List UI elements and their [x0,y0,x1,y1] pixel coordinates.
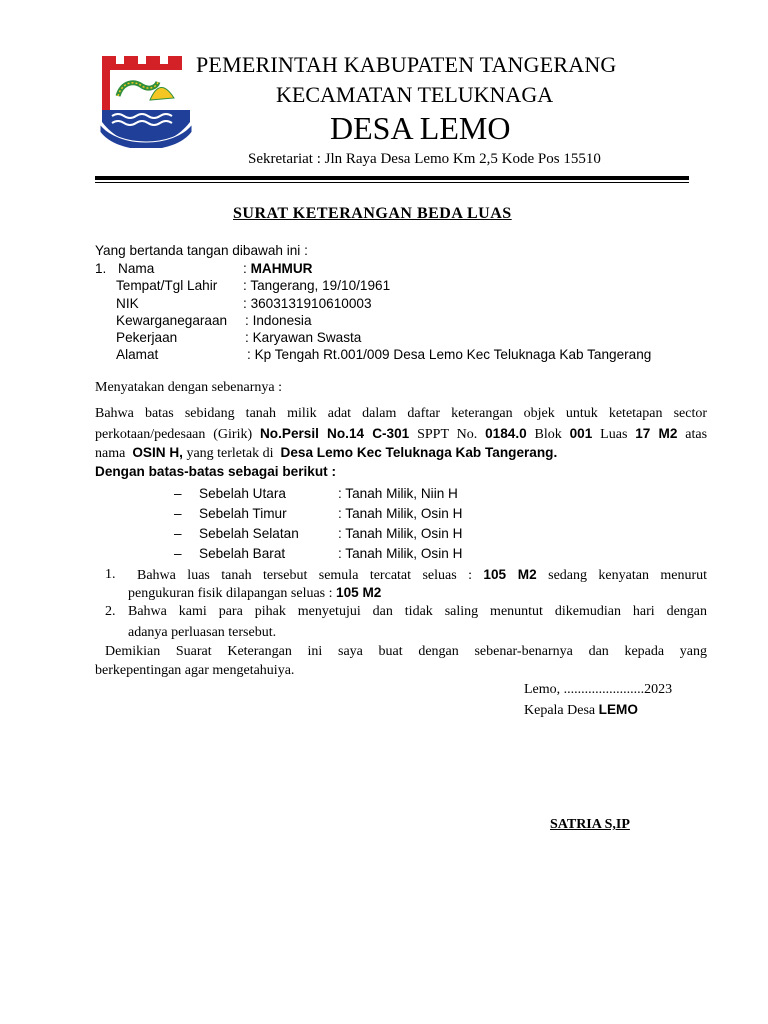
identity-label-nik: NIK [116,296,139,311]
point2-line2: adanya perluasan tersebut. [128,625,277,640]
border-side-west: Sebelah Barat [199,546,286,561]
borders-intro: Dengan batas-batas sebagai berikut : [95,464,336,479]
identity-number: 1. [95,261,107,276]
identity-value-address: : Kp Tengah Rt.001/009 Desa Lemo Kec Teluknaga Kab Tangerang [247,347,652,362]
point1-line2: pengukuran fisik dilapangan seluas : 105 M2 [128,585,382,601]
border-side-east: Sebelah Timur [199,506,287,521]
declaration-text: Menyatakan dengan sebenarnya : [95,380,282,395]
border-dash: – [174,546,182,561]
signature-role: Kepala Desa LEMO [524,702,638,718]
signature-place-date: Lemo, .......................2023 [524,682,673,697]
border-value-west: : Tanah Milik, Osin H [338,546,463,561]
border-value-north: : Tanah Milik, Niin H [338,486,458,501]
letterhead-district: KECAMATAN TELUKNAGA [276,82,554,107]
intro-text: Yang bertanda tangan dibawah ini : [95,243,308,258]
identity-value-birth: : Tangerang, 19/10/1961 [243,278,391,293]
identity-label-birth: Tempat/Tgl Lahir [116,278,218,293]
letterhead-divider-thick [95,176,689,180]
identity-value-name: : MAHMUR [243,261,313,276]
para1-line3: nama OSIN H, yang terletak di Desa Lemo Kec Teluknaga Kab Tangerang. [95,445,558,461]
point1-number: 1. [105,567,116,582]
identity-label-citizenship: Kewarganegaraan [116,313,228,328]
border-dash: – [174,506,182,521]
closing-line1: Demikian Suarat Keterangan ini saya buat dengan sebenar-benarnya dan kepada yang [105,644,707,659]
identity-label-job: Pekerjaan [116,330,178,345]
para1-line1: Bahwa batas sebidang tanah milik adat dalam daftar keterangan objek untuk ketetapan sector [95,406,707,421]
border-dash: – [174,526,182,541]
border-dash: – [174,486,182,501]
signatory-name: SATRIA S,IP [550,817,630,832]
identity-value-nik: : 3603131910610003 [243,296,372,311]
closing-line2: berkepentingan agar mengetahuiya. [95,663,295,678]
letterhead-address: Sekretariat : Jln Raya Desa Lemo Km 2,5 Kode Pos 15510 [248,151,601,167]
border-value-east: : Tanah Milik, Osin H [338,506,463,521]
point2-number: 2. [105,604,116,619]
crest-icon [98,52,194,148]
border-side-north: Sebelah Utara [199,486,286,501]
identity-label-name: Nama [118,261,155,276]
letterhead-government: PEMERINTAH KABUPATEN TANGERANG [196,52,617,77]
para1-line2: perkotaan/pedesaan (Girik) No.Persil No.14 C-301 SPPT No. 0184.0 Blok 001 Luas 17 M2 atas [95,426,708,442]
document-title: SURAT KETERANGAN BEDA LUAS [233,205,512,222]
identity-value-citizenship: : Indonesia [245,313,312,328]
letterhead-village: DESA LEMO [330,110,511,146]
identity-label-address: Alamat [116,347,159,362]
identity-value-job: : Karyawan Swasta [245,330,362,345]
border-value-south: : Tanah Milik, Osin H [338,526,463,541]
letterhead-divider-thin [95,182,689,183]
point2-line1: Bahwa kami para pihak menyetujui dan tidak saling menuntut dikemudian hari dengan [128,604,707,619]
village-logo [98,52,194,148]
border-side-south: Sebelah Selatan [199,526,299,541]
point1-line1: Bahwa luas tanah tersebut semula tercatat seluas : 105 M2 sedang kenyatan menurut [137,567,708,583]
